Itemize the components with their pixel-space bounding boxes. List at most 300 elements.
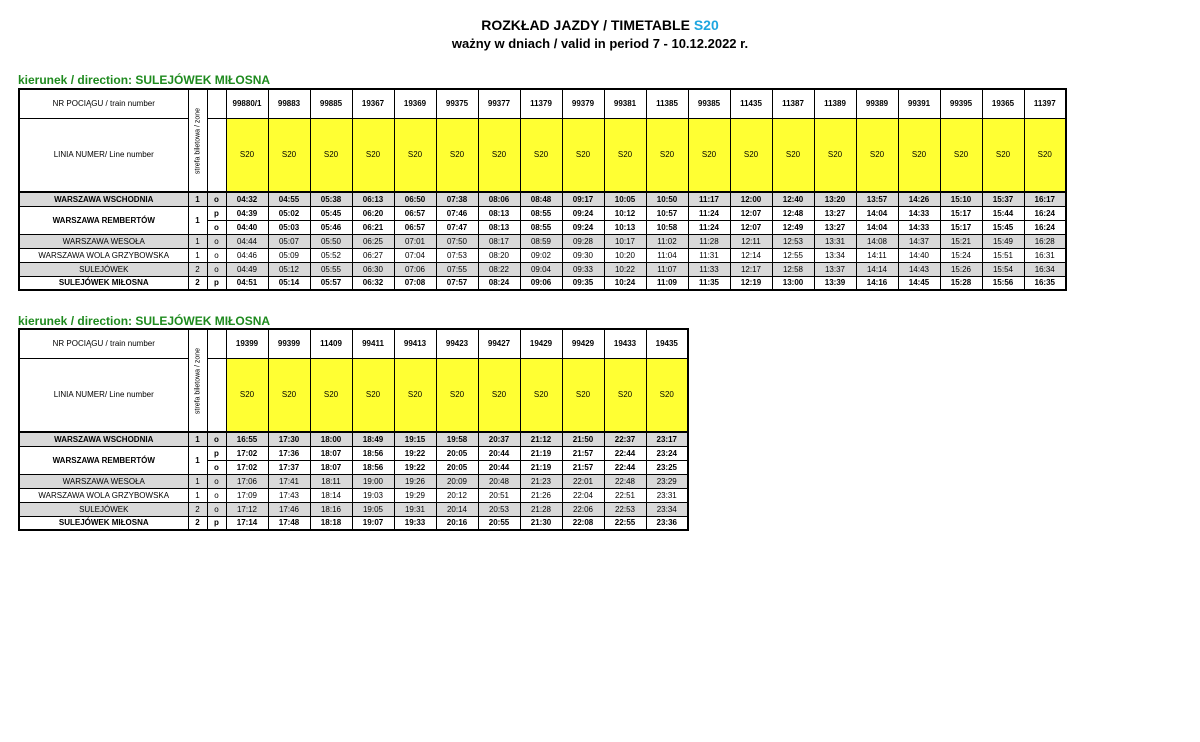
time-cell: 19:33 xyxy=(394,516,436,530)
time-cell: 21:28 xyxy=(520,502,562,516)
time-cell: 21:30 xyxy=(520,516,562,530)
time-cell: 07:53 xyxy=(436,248,478,262)
time-cell: 17:36 xyxy=(268,446,310,460)
zone-value: 1 xyxy=(188,234,207,248)
time-cell: 11:35 xyxy=(688,276,730,290)
time-cell: 20:09 xyxy=(436,474,478,488)
train-number: 99885 xyxy=(310,89,352,118)
time-cell: 13:27 xyxy=(814,220,856,234)
train-number: 19367 xyxy=(352,89,394,118)
time-cell: 22:08 xyxy=(562,516,604,530)
time-cell: 17:30 xyxy=(268,432,310,446)
time-cell: 17:37 xyxy=(268,460,310,474)
time-cell: 14:11 xyxy=(856,248,898,262)
line-number: S20 xyxy=(352,358,394,432)
time-cell: 23:34 xyxy=(646,502,688,516)
time-cell: 13:20 xyxy=(814,192,856,206)
page-title xyxy=(0,17,1200,33)
arrival-departure: o xyxy=(207,192,226,206)
zone-header xyxy=(188,89,207,192)
time-cell: 19:58 xyxy=(436,432,478,446)
time-cell: 22:44 xyxy=(604,460,646,474)
time-cell: 15:17 xyxy=(940,206,982,220)
time-cell: 23:31 xyxy=(646,488,688,502)
time-cell: 05:46 xyxy=(310,220,352,234)
time-cell: 15:49 xyxy=(982,234,1024,248)
table-row xyxy=(19,502,688,516)
time-cell: 09:30 xyxy=(562,248,604,262)
time-cell: 20:12 xyxy=(436,488,478,502)
time-cell: 16:31 xyxy=(1024,248,1066,262)
train-number: 99399 xyxy=(268,329,310,358)
time-cell: 10:05 xyxy=(604,192,646,206)
time-cell: 23:24 xyxy=(646,446,688,460)
station-name: WARSZAWA WSCHODNIA xyxy=(19,192,188,206)
train-number: 99375 xyxy=(436,89,478,118)
time-cell: 21:12 xyxy=(520,432,562,446)
direction-label-1: kierunek / direction: SULEJÓWEK MIŁOSNA xyxy=(18,73,271,87)
arrival-departure: o xyxy=(207,460,226,474)
zone-value: 2 xyxy=(188,516,207,530)
time-cell: 12:55 xyxy=(772,248,814,262)
zone-value: 1 xyxy=(188,488,207,502)
time-cell: 12:00 xyxy=(730,192,772,206)
time-cell: 22:53 xyxy=(604,502,646,516)
time-cell: 07:04 xyxy=(394,248,436,262)
time-cell: 10:50 xyxy=(646,192,688,206)
time-cell: 20:48 xyxy=(478,474,520,488)
time-cell: 18:07 xyxy=(310,446,352,460)
time-cell: 06:21 xyxy=(352,220,394,234)
time-cell: 14:45 xyxy=(898,276,940,290)
time-cell: 12:17 xyxy=(730,262,772,276)
table-row xyxy=(19,192,1066,206)
time-cell: 16:24 xyxy=(1024,220,1066,234)
time-cell: 17:02 xyxy=(226,460,268,474)
time-cell: 11:17 xyxy=(688,192,730,206)
time-cell: 11:24 xyxy=(688,220,730,234)
time-cell: 06:57 xyxy=(394,206,436,220)
time-cell: 18:49 xyxy=(352,432,394,446)
station-name: WARSZAWA WOLA GRZYBOWSKA xyxy=(19,488,188,502)
train-number: 11435 xyxy=(730,89,772,118)
time-cell: 10:22 xyxy=(604,262,646,276)
train-number-label: NR POCIĄGU / train number xyxy=(19,329,188,358)
zone-label: strefa biletowa / zone xyxy=(194,347,201,414)
time-cell: 06:27 xyxy=(352,248,394,262)
time-cell: 05:07 xyxy=(268,234,310,248)
time-cell: 14:43 xyxy=(898,262,940,276)
time-cell: 15:37 xyxy=(982,192,1024,206)
zone-value: 1 xyxy=(188,248,207,262)
time-cell: 05:38 xyxy=(310,192,352,206)
zone-value: 1 xyxy=(188,206,207,234)
line-number: S20 xyxy=(898,118,940,192)
time-cell: 08:55 xyxy=(520,220,562,234)
table-row xyxy=(19,446,688,460)
time-cell: 14:26 xyxy=(898,192,940,206)
table-row xyxy=(19,276,1066,290)
train-number: 11397 xyxy=(1024,89,1066,118)
line-number: S20 xyxy=(856,118,898,192)
time-cell: 12:58 xyxy=(772,262,814,276)
station-name: SULEJÓWEK xyxy=(19,262,188,276)
time-cell: 13:27 xyxy=(814,206,856,220)
line-number: S20 xyxy=(730,118,772,192)
time-cell: 08:06 xyxy=(478,192,520,206)
time-cell: 06:25 xyxy=(352,234,394,248)
time-cell: 14:04 xyxy=(856,220,898,234)
train-number: 99423 xyxy=(436,329,478,358)
arrival-departure: p xyxy=(207,516,226,530)
time-cell: 09:35 xyxy=(562,276,604,290)
time-cell: 22:55 xyxy=(604,516,646,530)
time-cell: 09:02 xyxy=(520,248,562,262)
train-number: 11385 xyxy=(646,89,688,118)
header-spacer xyxy=(207,358,226,432)
time-cell: 05:57 xyxy=(310,276,352,290)
time-cell: 15:45 xyxy=(982,220,1024,234)
line-number: S20 xyxy=(226,358,268,432)
station-name: SULEJÓWEK MIŁOSNA xyxy=(19,516,188,530)
station-name: WARSZAWA REMBERTÓW xyxy=(19,446,188,474)
line-number: S20 xyxy=(520,118,562,192)
train-number: 19435 xyxy=(646,329,688,358)
time-cell: 22:51 xyxy=(604,488,646,502)
arrival-departure: o xyxy=(207,432,226,446)
station-name: SULEJÓWEK MIŁOSNA xyxy=(19,276,188,290)
train-number: 99379 xyxy=(562,89,604,118)
time-cell: 12:49 xyxy=(772,220,814,234)
time-cell: 16:34 xyxy=(1024,262,1066,276)
station-name: WARSZAWA WOLA GRZYBOWSKA xyxy=(19,248,188,262)
time-cell: 07:55 xyxy=(436,262,478,276)
time-cell: 15:17 xyxy=(940,220,982,234)
line-number: S20 xyxy=(268,118,310,192)
time-cell: 08:22 xyxy=(478,262,520,276)
time-cell: 12:53 xyxy=(772,234,814,248)
table-row xyxy=(19,234,1066,248)
line-number: S20 xyxy=(436,118,478,192)
train-number: 99395 xyxy=(940,89,982,118)
time-cell: 18:11 xyxy=(310,474,352,488)
time-cell: 11:04 xyxy=(646,248,688,262)
time-cell: 04:32 xyxy=(226,192,268,206)
train-number: 99377 xyxy=(478,89,520,118)
line-number-label: LINIA NUMER/ Line number xyxy=(19,118,188,192)
train-number: 99391 xyxy=(898,89,940,118)
time-cell: 19:31 xyxy=(394,502,436,516)
time-cell: 06:20 xyxy=(352,206,394,220)
title-main: ROZKŁAD JAZDY / TIMETABLE xyxy=(481,17,694,33)
time-cell: 08:17 xyxy=(478,234,520,248)
time-cell: 15:26 xyxy=(940,262,982,276)
time-cell: 14:08 xyxy=(856,234,898,248)
time-cell: 11:09 xyxy=(646,276,688,290)
time-cell: 04:40 xyxy=(226,220,268,234)
time-cell: 14:37 xyxy=(898,234,940,248)
time-cell: 11:24 xyxy=(688,206,730,220)
time-cell: 07:57 xyxy=(436,276,478,290)
time-cell: 04:46 xyxy=(226,248,268,262)
time-cell: 09:17 xyxy=(562,192,604,206)
line-number: S20 xyxy=(772,118,814,192)
time-cell: 23:36 xyxy=(646,516,688,530)
time-cell: 11:28 xyxy=(688,234,730,248)
zone-value: 2 xyxy=(188,262,207,276)
line-number-label: LINIA NUMER/ Line number xyxy=(19,358,188,432)
zone-value: 2 xyxy=(188,276,207,290)
time-cell: 05:12 xyxy=(268,262,310,276)
time-cell: 18:00 xyxy=(310,432,352,446)
time-cell: 18:07 xyxy=(310,460,352,474)
time-cell: 19:26 xyxy=(394,474,436,488)
time-cell: 11:02 xyxy=(646,234,688,248)
time-cell: 15:28 xyxy=(940,276,982,290)
line-number: S20 xyxy=(310,118,352,192)
time-cell: 16:35 xyxy=(1024,276,1066,290)
time-cell: 10:58 xyxy=(646,220,688,234)
time-cell: 11:33 xyxy=(688,262,730,276)
line-number: S20 xyxy=(394,358,436,432)
station-name: WARSZAWA REMBERTÓW xyxy=(19,206,188,234)
zone-value: 1 xyxy=(188,446,207,474)
time-cell: 06:30 xyxy=(352,262,394,276)
line-number: S20 xyxy=(226,118,268,192)
time-cell: 16:24 xyxy=(1024,206,1066,220)
time-cell: 23:25 xyxy=(646,460,688,474)
time-cell: 13:37 xyxy=(814,262,856,276)
page-subtitle: ważny w dniach / valid in period 7 - 10.12.2022 r. xyxy=(451,36,749,51)
zone-value: 1 xyxy=(188,432,207,446)
arrival-departure: o xyxy=(207,474,226,488)
line-number: S20 xyxy=(478,358,520,432)
header-spacer xyxy=(207,118,226,192)
time-cell: 13:34 xyxy=(814,248,856,262)
time-cell: 13:39 xyxy=(814,276,856,290)
time-cell: 19:15 xyxy=(394,432,436,446)
line-number: S20 xyxy=(604,358,646,432)
time-cell: 12:07 xyxy=(730,220,772,234)
line-number: S20 xyxy=(688,118,730,192)
time-cell: 07:50 xyxy=(436,234,478,248)
line-number: S20 xyxy=(940,118,982,192)
time-cell: 10:57 xyxy=(646,206,688,220)
table-row xyxy=(19,474,688,488)
time-cell: 14:40 xyxy=(898,248,940,262)
train-number: 19399 xyxy=(226,329,268,358)
time-cell: 15:10 xyxy=(940,192,982,206)
time-cell: 13:31 xyxy=(814,234,856,248)
time-cell: 04:51 xyxy=(226,276,268,290)
time-cell: 17:48 xyxy=(268,516,310,530)
time-cell: 20:37 xyxy=(478,432,520,446)
time-cell: 19:22 xyxy=(394,446,436,460)
time-cell: 07:06 xyxy=(394,262,436,276)
time-cell: 14:14 xyxy=(856,262,898,276)
line-number: S20 xyxy=(310,358,352,432)
time-cell: 21:26 xyxy=(520,488,562,502)
time-cell: 06:57 xyxy=(394,220,436,234)
time-cell: 13:00 xyxy=(772,276,814,290)
time-cell: 18:56 xyxy=(352,446,394,460)
time-cell: 20:55 xyxy=(478,516,520,530)
time-cell: 08:20 xyxy=(478,248,520,262)
arrival-departure: o xyxy=(207,234,226,248)
time-cell: 15:56 xyxy=(982,276,1024,290)
line-number: S20 xyxy=(520,358,562,432)
time-cell: 15:44 xyxy=(982,206,1024,220)
arrival-departure: p xyxy=(207,276,226,290)
arrival-departure: o xyxy=(207,220,226,234)
line-number: S20 xyxy=(562,118,604,192)
train-number: 11389 xyxy=(814,89,856,118)
table-row xyxy=(19,206,1066,220)
time-cell: 05:50 xyxy=(310,234,352,248)
line-number: S20 xyxy=(1024,118,1066,192)
time-cell: 17:02 xyxy=(226,446,268,460)
table-row xyxy=(19,516,688,530)
time-cell: 11:31 xyxy=(688,248,730,262)
time-cell: 22:48 xyxy=(604,474,646,488)
time-cell: 04:55 xyxy=(268,192,310,206)
header-spacer xyxy=(207,89,226,118)
time-cell: 22:44 xyxy=(604,446,646,460)
line-number: S20 xyxy=(646,118,688,192)
time-cell: 05:02 xyxy=(268,206,310,220)
zone-value: 1 xyxy=(188,192,207,206)
time-cell: 06:32 xyxy=(352,276,394,290)
time-cell: 17:46 xyxy=(268,502,310,516)
train-number: 99413 xyxy=(394,329,436,358)
time-cell: 08:59 xyxy=(520,234,562,248)
train-number: 99883 xyxy=(268,89,310,118)
time-cell: 23:17 xyxy=(646,432,688,446)
train-number: 99389 xyxy=(856,89,898,118)
time-cell: 14:33 xyxy=(898,220,940,234)
time-cell: 08:13 xyxy=(478,220,520,234)
time-cell: 12:14 xyxy=(730,248,772,262)
title-line: S20 xyxy=(693,17,719,33)
time-cell: 07:47 xyxy=(436,220,478,234)
line-number: S20 xyxy=(268,358,310,432)
time-cell: 09:04 xyxy=(520,262,562,276)
time-cell: 18:18 xyxy=(310,516,352,530)
time-cell: 15:21 xyxy=(940,234,982,248)
train-number-label: NR POCIĄGU / train number xyxy=(19,89,188,118)
time-cell: 10:24 xyxy=(604,276,646,290)
line-number: S20 xyxy=(604,118,646,192)
time-cell: 19:29 xyxy=(394,488,436,502)
time-cell: 05:14 xyxy=(268,276,310,290)
train-number: 99381 xyxy=(604,89,646,118)
time-cell: 18:16 xyxy=(310,502,352,516)
time-cell: 05:52 xyxy=(310,248,352,262)
timetable-2 xyxy=(18,328,689,531)
train-number: 11379 xyxy=(520,89,562,118)
time-cell: 18:14 xyxy=(310,488,352,502)
time-cell: 12:11 xyxy=(730,234,772,248)
time-cell: 04:39 xyxy=(226,206,268,220)
train-number: 19429 xyxy=(520,329,562,358)
time-cell: 17:06 xyxy=(226,474,268,488)
time-cell: 09:24 xyxy=(562,220,604,234)
time-cell: 19:22 xyxy=(394,460,436,474)
time-cell: 09:24 xyxy=(562,206,604,220)
train-number: 99429 xyxy=(562,329,604,358)
time-cell: 06:13 xyxy=(352,192,394,206)
arrival-departure: p xyxy=(207,446,226,460)
table-row xyxy=(19,248,1066,262)
time-cell: 17:12 xyxy=(226,502,268,516)
line-number: S20 xyxy=(646,358,688,432)
time-cell: 10:17 xyxy=(604,234,646,248)
header-spacer xyxy=(207,329,226,358)
table-row xyxy=(19,488,688,502)
time-cell: 10:13 xyxy=(604,220,646,234)
time-cell: 19:07 xyxy=(352,516,394,530)
train-number: 19369 xyxy=(394,89,436,118)
time-cell: 16:55 xyxy=(226,432,268,446)
time-cell: 14:04 xyxy=(856,206,898,220)
station-name: WARSZAWA WESOŁA xyxy=(19,474,188,488)
time-cell: 11:07 xyxy=(646,262,688,276)
line-number: S20 xyxy=(394,118,436,192)
time-cell: 12:19 xyxy=(730,276,772,290)
time-cell: 21:57 xyxy=(562,446,604,460)
time-cell: 17:41 xyxy=(268,474,310,488)
table-row xyxy=(19,432,688,446)
train-number: 99880/1 xyxy=(226,89,268,118)
train-number: 19433 xyxy=(604,329,646,358)
time-cell: 22:01 xyxy=(562,474,604,488)
time-cell: 20:51 xyxy=(478,488,520,502)
time-cell: 19:00 xyxy=(352,474,394,488)
time-cell: 12:07 xyxy=(730,206,772,220)
train-number: 11409 xyxy=(310,329,352,358)
time-cell: 16:17 xyxy=(1024,192,1066,206)
timetable-1 xyxy=(18,88,1067,291)
time-cell: 08:13 xyxy=(478,206,520,220)
time-cell: 18:56 xyxy=(352,460,394,474)
time-cell: 09:33 xyxy=(562,262,604,276)
time-cell: 10:12 xyxy=(604,206,646,220)
time-cell: 15:24 xyxy=(940,248,982,262)
train-number: 19365 xyxy=(982,89,1024,118)
zone-label: strefa biletowa / zone xyxy=(194,107,201,174)
arrival-departure: o xyxy=(207,502,226,516)
time-cell: 20:05 xyxy=(436,460,478,474)
line-number: S20 xyxy=(478,118,520,192)
direction-label-2: kierunek / direction: SULEJÓWEK MIŁOSNA xyxy=(18,314,271,328)
line-number: S20 xyxy=(982,118,1024,192)
time-cell: 05:09 xyxy=(268,248,310,262)
time-cell: 22:04 xyxy=(562,488,604,502)
station-name: SULEJÓWEK xyxy=(19,502,188,516)
arrival-departure: p xyxy=(207,206,226,220)
zone-value: 1 xyxy=(188,474,207,488)
time-cell: 17:14 xyxy=(226,516,268,530)
train-number: 99411 xyxy=(352,329,394,358)
time-cell: 19:05 xyxy=(352,502,394,516)
time-cell: 07:08 xyxy=(394,276,436,290)
train-number: 11387 xyxy=(772,89,814,118)
time-cell: 05:45 xyxy=(310,206,352,220)
line-number: S20 xyxy=(352,118,394,192)
time-cell: 22:06 xyxy=(562,502,604,516)
time-cell: 20:16 xyxy=(436,516,478,530)
arrival-departure: o xyxy=(207,262,226,276)
